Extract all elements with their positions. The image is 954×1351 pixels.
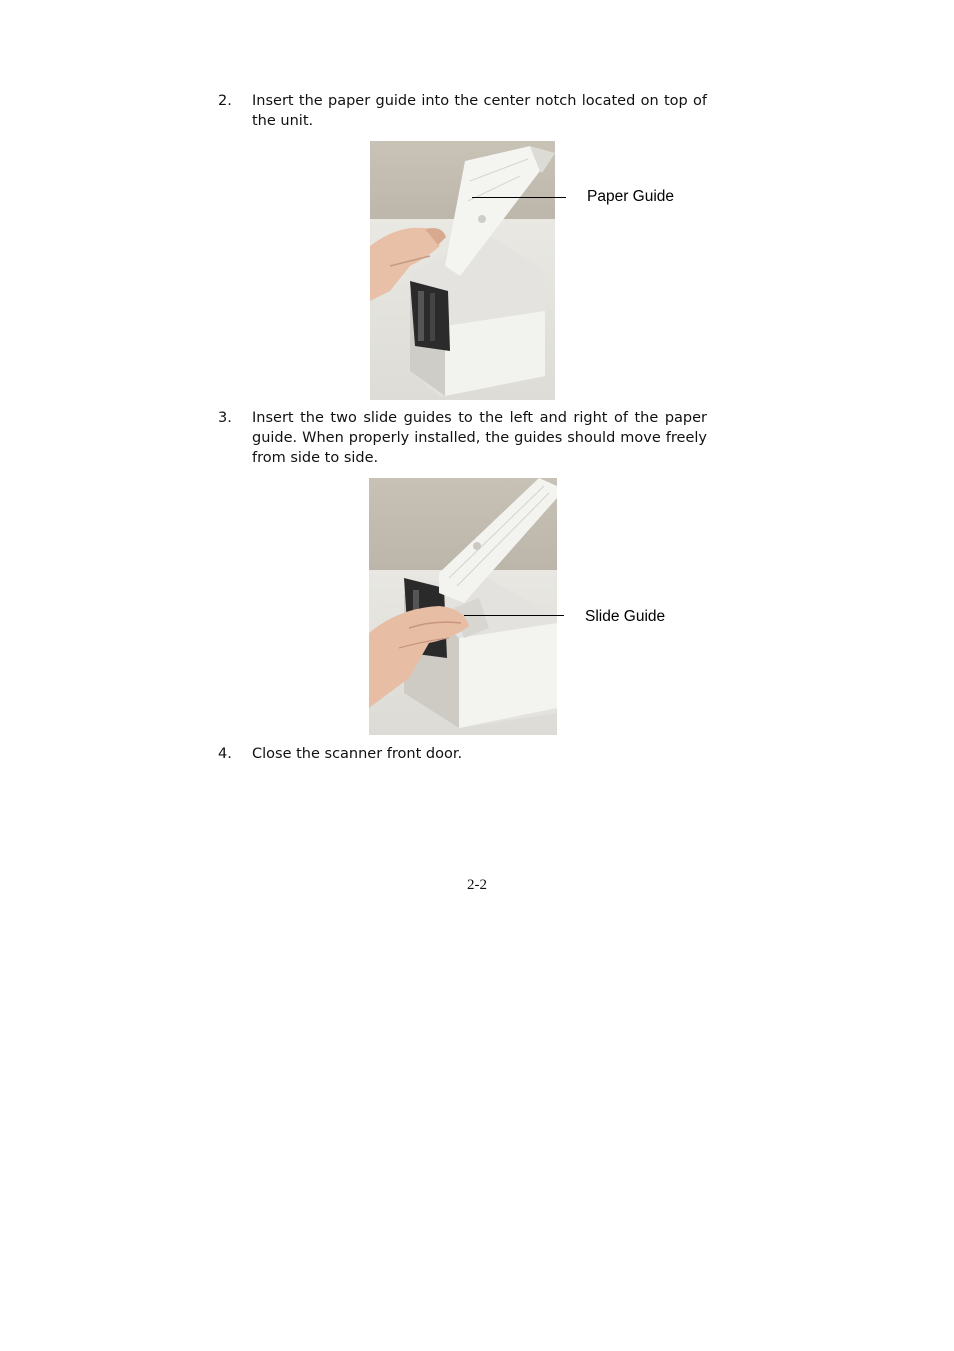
slide-guide-callout-line	[464, 615, 564, 616]
step-number: 3.	[218, 410, 232, 426]
step-text: Insert the paper guide into the center notch located on top of the unit.	[252, 93, 707, 129]
step-text: Close the scanner front door.	[252, 746, 463, 762]
page-number: 2-2	[467, 877, 487, 893]
step-number: 2.	[218, 93, 232, 109]
step-text: Insert the two slide guides to the left and right of the paper guide. When properly installed, the guides should move freely from side to side.	[252, 410, 707, 466]
paper-guide-photo	[370, 141, 555, 400]
paper-guide-callout-line	[472, 197, 566, 198]
slide-guide-illustration	[369, 478, 557, 735]
slide-guide-photo	[369, 478, 557, 735]
paper-guide-illustration	[370, 141, 555, 400]
paper-guide-callout-label: Paper Guide	[587, 188, 675, 205]
step-number: 4.	[218, 746, 232, 762]
slide-guide-callout-label: Slide Guide	[585, 608, 666, 625]
